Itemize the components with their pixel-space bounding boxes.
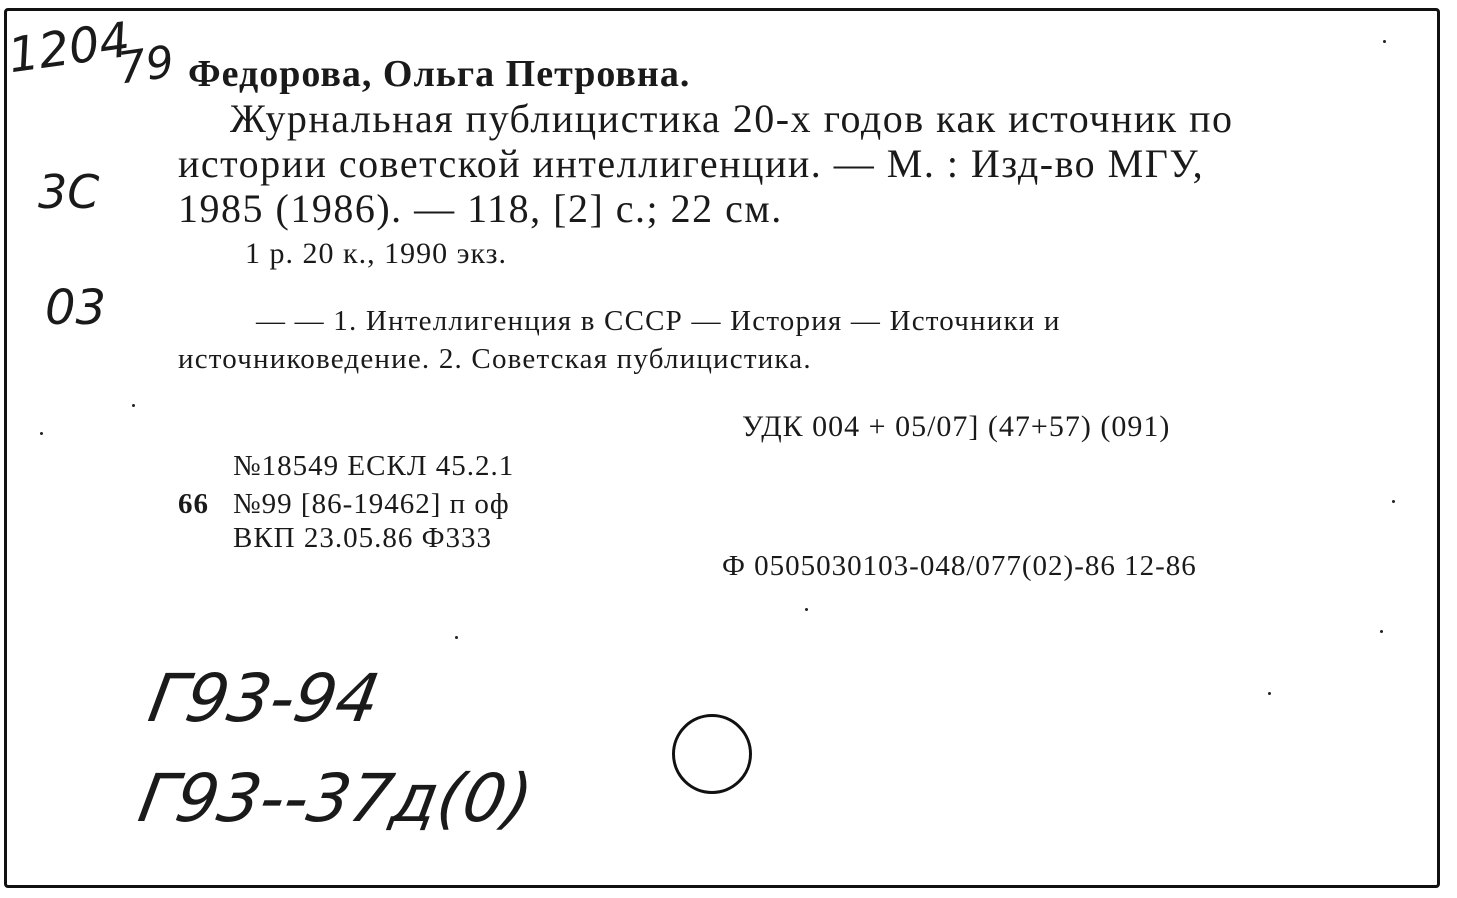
shelf-mark-1: Г93-94 [143,660,386,737]
author: Федорова, Ольга Петровна. [188,53,691,95]
scan-speck [132,404,135,407]
margin-mark-1: 3С [38,165,100,219]
scan-speck [805,608,808,611]
inventory-number: 1204 [4,11,134,85]
scan-speck [40,432,43,435]
circle-mark [672,714,752,794]
shelf-mark-2: Г93--37д(0) [133,760,539,837]
publisher-index: Ф 0505030103-048/077(02)-86 12-86 [722,550,1197,582]
scan-speck [455,636,458,639]
subjects-line-2: источниковедение. 2. Советская публицистика. [178,343,812,375]
registry-code-1: №18549 ЕСКЛ 45.2.1 [233,450,515,482]
title-line-2: истории советской интеллигенции. — М. : Изд-во МГУ, [178,141,1205,186]
title-line-3: 1985 (1986). — 118, [2] с.; 22 см. [178,186,783,231]
registry-code-3: ВКП 23.05.86 Ф333 [233,522,493,554]
scan-speck [1383,40,1386,43]
title-line-1: Журнальная публицистика 20-х годов как источник по [230,96,1234,141]
price-and-print-run: 1 р. 20 к., 1990 экз. [245,237,507,270]
scan-speck [1380,630,1383,633]
inventory-suffix: 79 [114,36,178,95]
scan-speck [1268,692,1271,695]
margin-mark-2: 03 [45,280,107,336]
registry-code-2: №99 [86-19462] п оф [233,488,510,520]
udk-classification: УДК 004 + 05/07] (47+57) (091) [742,410,1171,443]
subjects-line-1: — — 1. Интеллигенция в СССР — История — Источники и [256,305,1061,337]
registry-code-2-prefix: 66 [178,488,209,520]
scan-speck [1392,500,1395,503]
